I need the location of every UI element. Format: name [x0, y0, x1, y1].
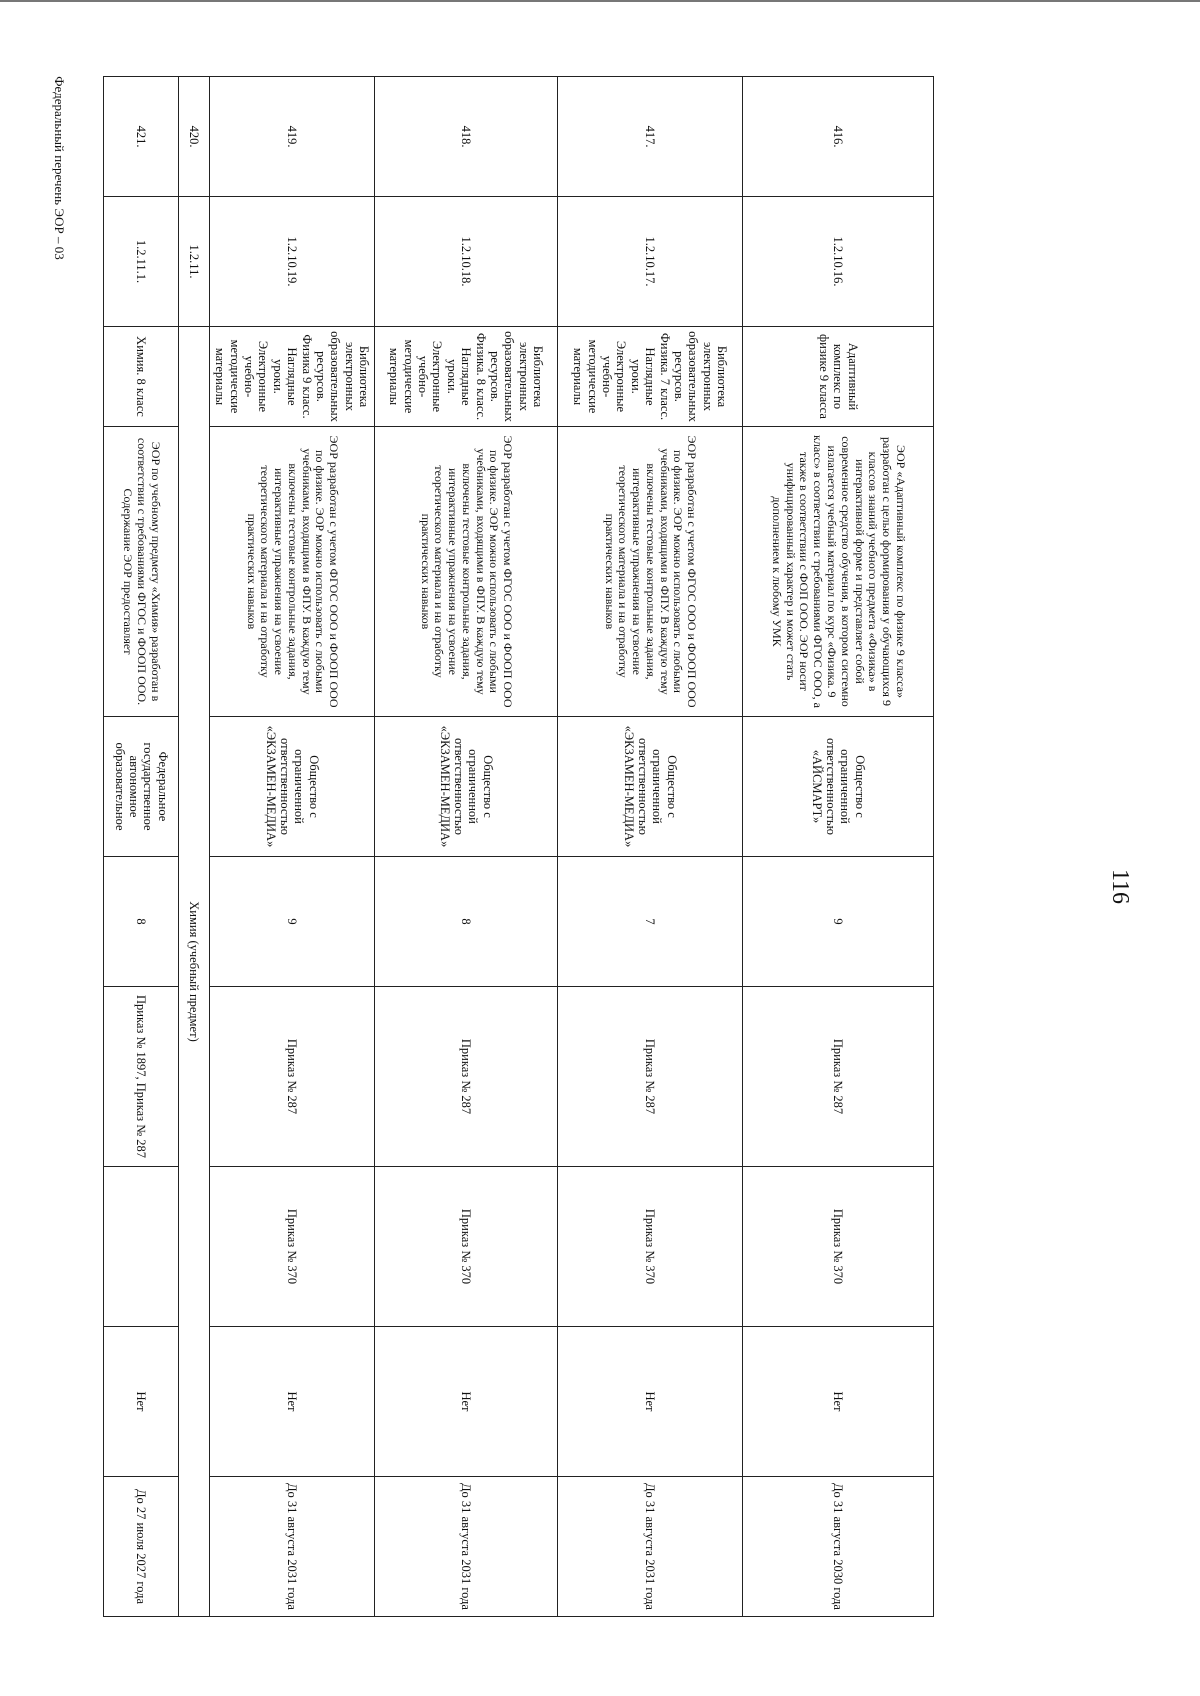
resource-flag: Нет	[210, 1327, 375, 1477]
resource-grade: 8	[375, 857, 558, 987]
resource-order-2	[104, 1167, 179, 1327]
table-row	[558, 77, 743, 1617]
resource-grade: 9	[743, 857, 934, 987]
resource-org: Общество с ограниченной ответственностью «ЭКЗАМЕН-МЕДИА»	[375, 717, 558, 857]
row-code: 1.2.10.18.	[375, 197, 558, 327]
resource-name: Библиотека электронных образовательных ресурсов. Физика. 8 класс. Наглядные уроки. Электронные учебно-методические материалы	[375, 327, 558, 427]
resource-name: Библиотека электронных образовательных ресурсов. Физика. 7 класс. Наглядные уроки. Электронные учебно-методические материалы	[558, 327, 743, 427]
resource-order-2: Приказ № 370	[375, 1167, 558, 1327]
page-number: 116	[1107, 868, 1134, 905]
resource-grade: 8	[104, 857, 179, 987]
resource-order-2: Приказ № 370	[210, 1167, 375, 1327]
resource-until: До 31 августа 2030 года	[743, 1477, 934, 1617]
row-code: 1.2.10.19.	[210, 197, 375, 327]
resource-description: ЭОР разработан с учетом ФГОС ООО и ФООП ООО по физике. ЭОР можно использовать с любыми учебниками, входящими в ФПУ. В каждую тему включены тестовые контрольные задания, интерактивные упражнения на усвоение теоретического материала и на отработку практических навыков	[210, 427, 375, 717]
rotated-table-container	[112, 76, 934, 1616]
section-code: 1.2.11.	[179, 197, 210, 327]
resource-flag: Нет	[558, 1327, 743, 1477]
resource-order-2: Приказ № 370	[558, 1167, 743, 1327]
resource-until: До 31 августа 2031 года	[375, 1477, 558, 1617]
row-number: 421.	[104, 77, 179, 197]
resource-until: До 31 августа 2031 года	[558, 1477, 743, 1617]
resource-until: До 27 июля 2027 года	[104, 1477, 179, 1617]
resource-org: Общество с ограниченной ответственностью «ЭКЗАМЕН-МЕДИА»	[210, 717, 375, 857]
resource-name: Химия. 8 класс	[104, 327, 179, 427]
resource-description: ЭОР разработан с учетом ФГОС ООО и ФООП ООО по физике. ЭОР можно использовать с любыми учебниками, входящими в ФПУ. В каждую тему включены тестовые контрольные задания, интерактивные упражнения на усвоение теоретического материала и на отработку практических навыков	[375, 427, 558, 717]
resource-table	[103, 76, 934, 1617]
resource-grade: 7	[558, 857, 743, 987]
resource-flag: Нет	[104, 1327, 179, 1477]
resource-order-1: Приказ № 1897, Приказ № 287	[104, 987, 179, 1167]
row-code: 1.2.10.17.	[558, 197, 743, 327]
table-frame	[112, 76, 1200, 1610]
row-code: 1.2.11.1.	[104, 197, 179, 327]
table-row	[104, 77, 179, 1617]
resource-order-1: Приказ № 287	[743, 987, 934, 1167]
resource-description: ЭОР по учебному предмету «Химия» разработан в соответствии с требованиями ФГОС и ФООП ООО. Содержание ЭОР предоставляет	[104, 427, 179, 717]
row-number: 418.	[375, 77, 558, 197]
section-number: 420.	[179, 77, 210, 197]
resource-name: Библиотека электронных образовательных ресурсов. Физика 9 класс. Наглядные уроки. Электронные учебно-методические материалы	[210, 327, 375, 427]
top-rule	[0, 0, 1200, 2]
resource-flag: Нет	[743, 1327, 934, 1477]
section-row	[179, 77, 210, 1617]
resource-order-2: Приказ № 370	[743, 1167, 934, 1327]
resource-description: ЭОР разработан с учетом ФГОС ООО и ФООП ООО по физике. ЭОР можно использовать с любыми учебниками, входящими в ФПУ. В каждую тему включены тестовые контрольные задания, интерактивные упражнения на усвоение теоретического материала и на отработку практических навыков	[558, 427, 743, 717]
section-title: Химия (учебный предмет)	[179, 327, 210, 1617]
resource-grade: 9	[210, 857, 375, 987]
row-number: 416.	[743, 77, 934, 197]
footer-note: Федеральный перечень ЭОР – 03	[52, 76, 67, 260]
resource-until: До 31 августа 2031 года	[210, 1477, 375, 1617]
resource-org: Федеральное государственное автономное образовательное	[104, 717, 179, 857]
resource-order-1: Приказ № 287	[210, 987, 375, 1167]
row-code: 1.2.10.16.	[743, 197, 934, 327]
row-number: 419.	[210, 77, 375, 197]
resource-org: Общество с ограниченной ответственностью «АЙСМАРТ»	[743, 717, 934, 857]
table-row	[210, 77, 375, 1617]
resource-org: Общество с ограниченной ответственностью «ЭКЗАМЕН-МЕДИА»	[558, 717, 743, 857]
resource-flag: Нет	[375, 1327, 558, 1477]
resource-name: Адаптивный комплекс по физике 9 класса	[743, 327, 934, 427]
table-row	[375, 77, 558, 1617]
resource-description: ЭОР «Адаптивный комплекс по физике 9 класса» разработан с целью формирования у обучающихся 9 классов знаний учебного предмета «Физика» в интерактивной форме и представляет собой современное средство обучения, в котором системно излагается учебный материал по курс «Физика. 9 класс» в соответствии с требованиями ФГОС ООО, а также в соответствии с ФОП ООО. ЭОР носит унифицированный характер и может стать дополнением к любому УМК	[743, 427, 934, 717]
table-row	[743, 77, 934, 1617]
resource-order-1: Приказ № 287	[558, 987, 743, 1167]
resource-order-1: Приказ № 287	[375, 987, 558, 1167]
row-number: 417.	[558, 77, 743, 197]
